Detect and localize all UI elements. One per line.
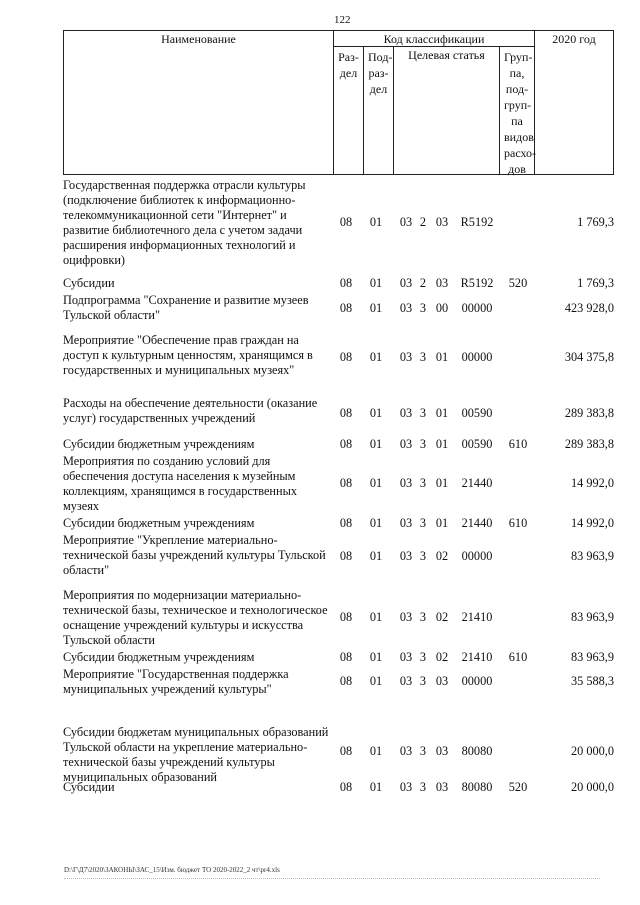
- row-target-subprogram: 3: [419, 549, 427, 563]
- row-target-subprogram: 3: [419, 350, 427, 364]
- row-amount: 304 375,8: [564, 350, 614, 364]
- row-name: Субсидии бюджетам муниципальных образований Тульской области на укрепление материально-технической базы учреждений культуры муниципальных образований: [63, 725, 329, 784]
- header-section: Раз- дел: [333, 46, 364, 175]
- row-target-direction: R5192: [460, 276, 494, 290]
- row-target-event: 03: [435, 674, 449, 688]
- row-name: Субсидии бюджетным учреждениям: [63, 437, 255, 451]
- table-row: [63, 333, 618, 383]
- row-target-program: 03: [399, 406, 413, 420]
- row-name: Расходы на обеспечение деятельности (оказание услуг) государственных учреждений: [63, 396, 318, 425]
- table-row: [63, 516, 618, 532]
- header-year: 2020 год: [534, 30, 614, 175]
- row-target-direction: R5192: [460, 215, 494, 229]
- row-section: 08: [339, 406, 353, 420]
- header-expense-group: Груп- па, под- груп- па видов расхо- дов: [499, 46, 535, 175]
- table-row: [63, 780, 618, 796]
- row-target-subprogram: 3: [419, 610, 427, 624]
- row-name: Субсидии: [63, 780, 115, 794]
- row-section: 08: [339, 744, 353, 758]
- row-expense-type: 610: [508, 650, 528, 664]
- row-subsection: 01: [369, 650, 383, 664]
- row-subsection: 01: [369, 610, 383, 624]
- table-row: [63, 725, 618, 784]
- row-target-direction: 21440: [461, 516, 493, 530]
- row-subsection: 01: [369, 516, 383, 530]
- row-name: Мероприятия по модернизации материально-технической базы, техническое и технологическое оснащение учреждений культуры и искусства Тульской области: [63, 588, 328, 647]
- row-amount: 83 963,9: [570, 650, 614, 664]
- row-target-program: 03: [399, 549, 413, 563]
- row-subsection: 01: [369, 744, 383, 758]
- row-target-direction: 00000: [461, 301, 493, 315]
- row-target-subprogram: 3: [419, 476, 427, 490]
- row-amount: 423 928,0: [564, 301, 614, 315]
- row-target-program: 03: [399, 650, 413, 664]
- row-target-program: 03: [399, 350, 413, 364]
- row-section: 08: [339, 516, 353, 530]
- table-row: [63, 650, 618, 666]
- row-target-program: 03: [399, 437, 413, 451]
- row-target-event: 01: [435, 437, 449, 451]
- row-target-event: 03: [435, 276, 449, 290]
- row-section: 08: [339, 674, 353, 688]
- row-target-program: 03: [399, 610, 413, 624]
- row-target-direction: 21410: [461, 610, 493, 624]
- header-subsection: Под- раз- дел: [363, 46, 394, 175]
- row-target-direction: 00590: [461, 437, 493, 451]
- row-target-subprogram: 2: [419, 215, 427, 229]
- row-target-program: 03: [399, 744, 413, 758]
- row-section: 08: [339, 780, 353, 794]
- row-name: Подпрограмма "Сохранение и развитие музеев Тульской области": [63, 293, 309, 322]
- row-expense-type: 610: [508, 437, 528, 451]
- row-target-event: 02: [435, 610, 449, 624]
- table-row: [63, 437, 618, 453]
- row-target-event: 03: [435, 744, 449, 758]
- row-target-direction: 00000: [461, 549, 493, 563]
- table-row: [63, 276, 618, 292]
- table-header: [63, 30, 614, 175]
- row-section: 08: [339, 350, 353, 364]
- row-target-subprogram: 3: [419, 674, 427, 688]
- row-section: 08: [339, 301, 353, 315]
- row-name: Мероприятие "Обеспечение прав граждан на доступ к культурным ценностям, хранящимся в государственных и муниципальных музеях": [63, 333, 313, 377]
- row-subsection: 01: [369, 301, 383, 315]
- footer-divider: [64, 878, 600, 879]
- row-target-subprogram: 3: [419, 301, 427, 315]
- row-target-program: 03: [399, 301, 413, 315]
- row-subsection: 01: [369, 350, 383, 364]
- row-target-direction: 00590: [461, 406, 493, 420]
- row-name: Государственная поддержка отрасли культуры (подключение библиотек к информационно-телекоммуникационной сети "Интернет" и развитие библиотечного дела с учетом задачи расширения информационных технологий и оцифровки): [63, 178, 306, 267]
- row-amount: 83 963,9: [570, 549, 614, 563]
- row-target-event: 01: [435, 476, 449, 490]
- row-target-direction: 80080: [461, 780, 493, 794]
- row-subsection: 01: [369, 549, 383, 563]
- row-amount: 289 383,8: [564, 437, 614, 451]
- row-target-event: 02: [435, 549, 449, 563]
- row-amount: 14 992,0: [570, 516, 614, 530]
- row-expense-type: 520: [508, 780, 528, 794]
- row-target-event: 03: [435, 780, 449, 794]
- row-section: 08: [339, 549, 353, 563]
- row-name: Мероприятия по созданию условий для обеспечения доступа населения к музейным коллекциям, хранящимся в государственных музеях: [63, 454, 298, 513]
- row-target-direction: 21410: [461, 650, 493, 664]
- row-amount: 289 383,8: [564, 406, 614, 420]
- row-name: Мероприятие "Укрепление материально-технической базы учреждений культуры Тульской области": [63, 533, 326, 577]
- row-amount: 1 769,3: [577, 276, 614, 290]
- row-target-program: 03: [399, 674, 413, 688]
- table-row: [63, 533, 618, 581]
- row-target-direction: 21440: [461, 476, 493, 490]
- row-target-subprogram: 3: [419, 406, 427, 420]
- row-target-event: 03: [435, 215, 449, 229]
- row-subsection: 01: [369, 215, 383, 229]
- row-target-direction: 00000: [461, 674, 493, 688]
- row-subsection: 01: [369, 437, 383, 451]
- page-number: 122: [334, 14, 351, 26]
- row-section: 08: [339, 650, 353, 664]
- row-target-program: 03: [399, 215, 413, 229]
- row-name: Мероприятие "Государственная поддержка муниципальных учреждений культуры": [63, 667, 289, 696]
- row-target-event: 01: [435, 406, 449, 420]
- row-amount: 1 769,3: [577, 215, 614, 229]
- row-target-program: 03: [399, 516, 413, 530]
- row-subsection: 01: [369, 276, 383, 290]
- table-row: [63, 667, 618, 697]
- row-expense-type: 610: [508, 516, 528, 530]
- row-target-subprogram: 3: [419, 516, 427, 530]
- row-amount: 20 000,0: [570, 744, 614, 758]
- row-target-event: 02: [435, 650, 449, 664]
- row-target-program: 03: [399, 276, 413, 290]
- row-target-subprogram: 3: [419, 650, 427, 664]
- table-row: [63, 293, 618, 325]
- row-subsection: 01: [369, 476, 383, 490]
- row-target-program: 03: [399, 476, 413, 490]
- footer-file-path: D:\Г\Д7\2020\ЗАКОНЫ\ЗАС_15\Изм. бюджет ТО 2020-2022_2 чт\pr4.xls: [64, 866, 280, 874]
- row-target-direction: 80080: [461, 744, 493, 758]
- table-row: [63, 454, 618, 514]
- row-target-subprogram: 2: [419, 276, 427, 290]
- row-amount: 14 992,0: [570, 476, 614, 490]
- row-target-subprogram: 3: [419, 780, 427, 794]
- table-row: [63, 588, 618, 648]
- row-target-direction: 00000: [461, 350, 493, 364]
- row-amount: 20 000,0: [570, 780, 614, 794]
- row-subsection: 01: [369, 674, 383, 688]
- row-expense-type: 520: [508, 276, 528, 290]
- row-section: 08: [339, 215, 353, 229]
- row-amount: 83 963,9: [570, 610, 614, 624]
- row-target-program: 03: [399, 780, 413, 794]
- row-target-subprogram: 3: [419, 744, 427, 758]
- table-row: [63, 178, 618, 268]
- row-section: 08: [339, 276, 353, 290]
- row-name: Субсидии: [63, 276, 115, 290]
- header-target: Целевая статья: [393, 46, 500, 175]
- row-subsection: 01: [369, 780, 383, 794]
- row-subsection: 01: [369, 406, 383, 420]
- table-row: [63, 396, 618, 432]
- row-target-event: 01: [435, 350, 449, 364]
- row-section: 08: [339, 610, 353, 624]
- row-name: Субсидии бюджетным учреждениям: [63, 650, 255, 664]
- row-target-event: 01: [435, 516, 449, 530]
- row-target-subprogram: 3: [419, 437, 427, 451]
- row-amount: 35 588,3: [570, 674, 614, 688]
- row-name: Субсидии бюджетным учреждениям: [63, 516, 255, 530]
- row-section: 08: [339, 437, 353, 451]
- row-target-event: 00: [435, 301, 449, 315]
- header-name: Наименование: [63, 30, 334, 175]
- row-section: 08: [339, 476, 353, 490]
- header-code-group: Код классификации: [333, 30, 535, 47]
